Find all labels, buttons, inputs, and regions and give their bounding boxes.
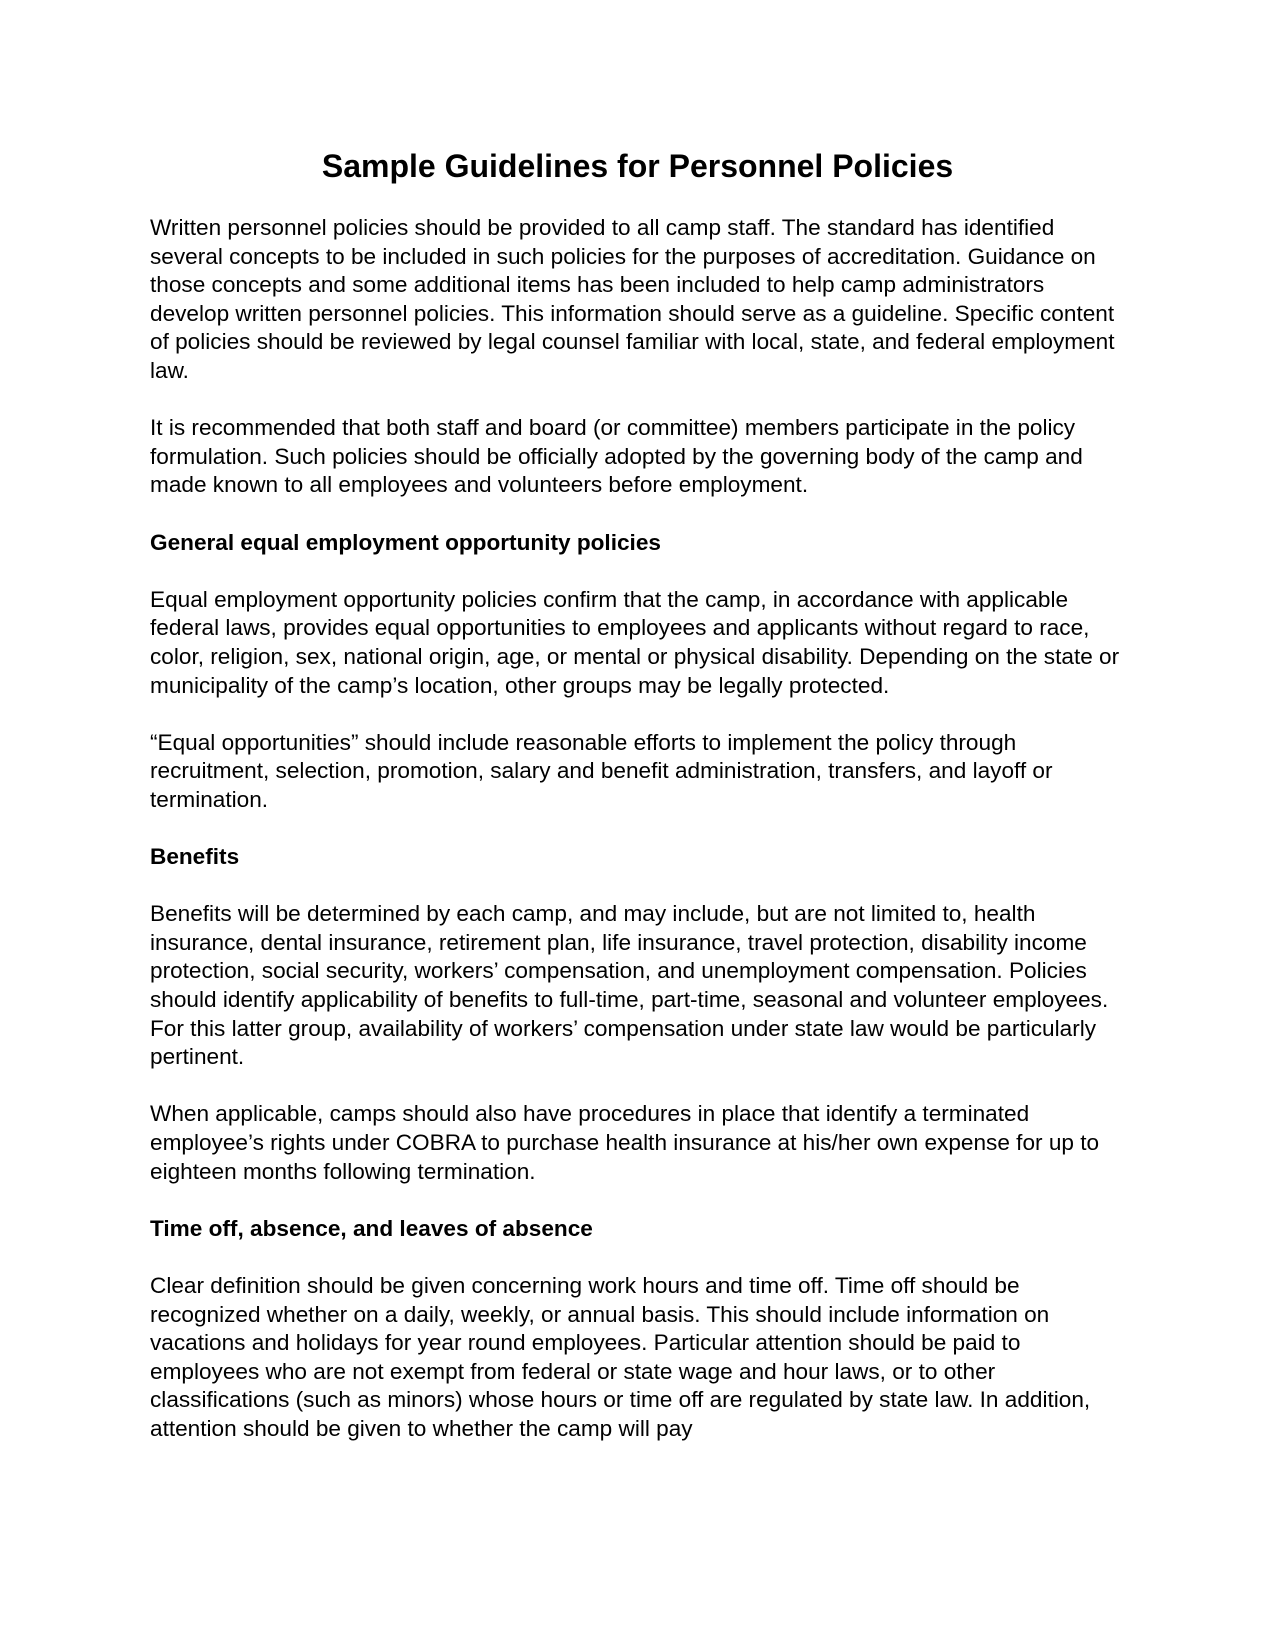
section-paragraph: “Equal opportunities” should include reasonable efforts to implement the policy through recruitment, selection, promotion, salary and benefit administration, transfers, and layoff or termination. <box>150 729 1053 812</box>
section-heading-equal-employment: General equal employment opportunity policies <box>150 529 661 555</box>
section-paragraph: Benefits will be determined by each camp, and may include, but are not limited to, health insurance, dental insurance, retirement plan, life insurance, travel protection, disability income protection, social security, workers’ compensation, and unemployment compensation. Policies should identify applicability of benefits to full-time, part-time, seasonal and volunteer employees. For this latter group, availability of workers’ compensation under state law would be particularly pertinent. <box>150 901 1109 1070</box>
section-paragraph: When applicable, camps should also have procedures in place that identify a terminated employee’s rights under COBRA to purchase health insurance at his/her own expense for up to eighteen months following termination. <box>150 1101 1100 1184</box>
section-paragraph: Clear definition should be given concerning work hours and time off. Time off should be recognized whether on a daily, weekly, or annual basis. This should include information on vacations and holidays for year round employees. Particular attention should be paid to employees who are not exempt from federal or state wage and hour laws, or to other classifications (such as minors) whose hours or time off are regulated by state law. In addition, attention should be given to whether the camp will pay <box>150 1272 1091 1441</box>
section-heading-time-off: Time off, absence, and leaves of absence <box>150 1215 593 1241</box>
document-body <box>150 214 1125 1444</box>
intro-paragraph: It is recommended that both staff and board (or committee) members participate in the policy formulation. Such policies should be officially adopted by the governing body of the camp and made known to all employees and volunteers before employment. <box>150 415 1083 498</box>
page-title: Sample Guidelines for Personnel Policies <box>321 148 954 184</box>
section-paragraph: Equal employment opportunity policies confirm that the camp, in accordance with applicable federal laws, provides equal opportunities to employees and applicants without regard to race, color, religion, sex, national origin, age, or mental or physical disability. Depending on the state or municipality of the camp’s location, other groups may be legally protected. <box>150 586 1120 698</box>
section-heading-benefits: Benefits <box>150 844 240 870</box>
intro-paragraph: Written personnel policies should be provided to all camp staff. The standard has identified several concepts to be included in such policies for the purposes of accreditation. Guidance on those concepts and some additional items has been included to help camp administrators develop written personnel policies. This information should serve as a guideline. Specific content of policies should be reviewed by legal counsel familiar with local, state, and federal employment law. <box>150 215 1115 383</box>
